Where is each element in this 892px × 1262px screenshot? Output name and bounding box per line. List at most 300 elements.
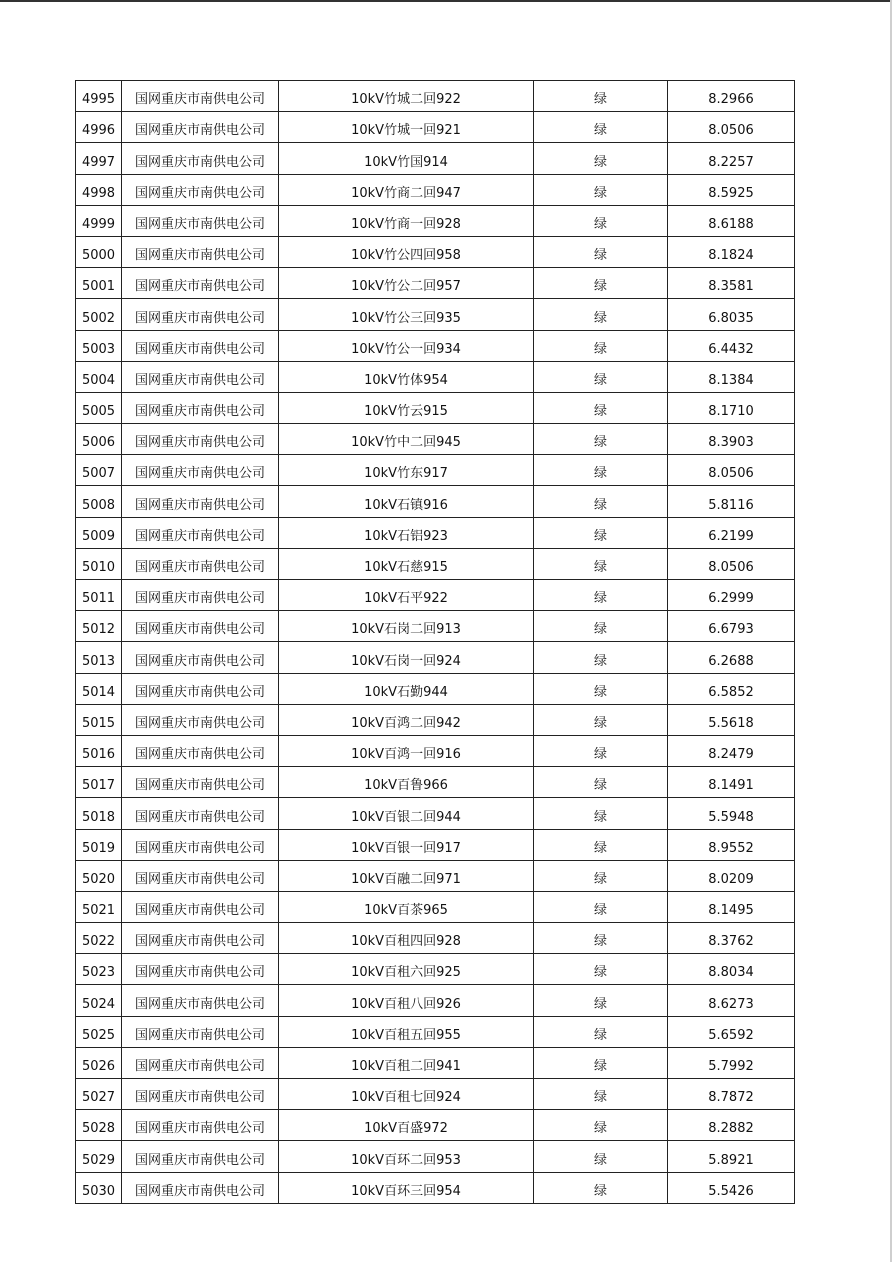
- feeder-name-cell: [279, 236, 534, 267]
- value-cell: [668, 767, 795, 798]
- row-number-text: 5023: [81, 965, 116, 981]
- value-text: 8.0506: [708, 466, 754, 482]
- status-color-text: 绿: [593, 185, 607, 201]
- company-text: 国网重庆市南供电公司: [134, 622, 265, 638]
- status-color-text: 绿: [593, 310, 607, 326]
- status-color-text: 绿: [593, 684, 607, 700]
- company-text: 国网重庆市南供电公司: [134, 653, 265, 669]
- table-row: [76, 985, 795, 1016]
- row-number-cell: [76, 642, 122, 673]
- feeder-name-text: 10kV百租七回924: [351, 1090, 461, 1106]
- status-color-cell: [534, 236, 668, 267]
- value-cell: [668, 486, 795, 517]
- value-text: 8.3762: [708, 934, 754, 950]
- status-color-cell: [534, 205, 668, 236]
- company-cell: [122, 205, 279, 236]
- table-row: [76, 205, 795, 236]
- feeder-name-text: 10kV石慈915: [364, 560, 448, 575]
- status-color-cell: [534, 361, 668, 392]
- row-number-text: 4996: [81, 123, 116, 139]
- feeder-name-text: 10kV百盛972: [364, 1121, 448, 1137]
- value-cell: [668, 580, 795, 611]
- status-color-text: 绿: [593, 965, 607, 981]
- company-text: 国网重庆市南供电公司: [134, 1121, 265, 1137]
- company-cell: [122, 891, 279, 922]
- value-cell: [668, 798, 795, 829]
- feeder-name-cell: [279, 860, 534, 891]
- company-cell: [122, 580, 279, 611]
- value-text: 8.1491: [708, 778, 754, 794]
- value-text: 8.2882: [708, 1121, 754, 1137]
- table-row: [76, 424, 795, 455]
- row-number-text: 5024: [81, 996, 116, 1012]
- row-number-text: 5018: [81, 809, 116, 825]
- status-color-text: 绿: [593, 1121, 607, 1137]
- company-cell: [122, 143, 279, 174]
- row-number-cell: [76, 798, 122, 829]
- status-color-text: 绿: [593, 279, 607, 295]
- status-color-text: 绿: [593, 404, 607, 420]
- status-color-text: 绿: [593, 497, 607, 513]
- feeder-name-cell: [279, 392, 534, 423]
- company-cell: [122, 860, 279, 891]
- company-cell: [122, 954, 279, 985]
- status-color-text: 绿: [593, 871, 607, 887]
- status-color-cell: [534, 517, 668, 548]
- feeder-name-cell: [279, 455, 534, 486]
- value-text: 5.5426: [708, 1183, 754, 1199]
- table-row: [76, 611, 795, 642]
- row-number-text: 5030: [81, 1183, 116, 1199]
- status-color-cell: [534, 798, 668, 829]
- row-number-cell: [76, 1016, 122, 1047]
- feeder-name-text: 10kV百租六回925: [351, 965, 461, 981]
- feeder-name-cell: [279, 174, 534, 205]
- company-text: 国网重庆市南供电公司: [134, 840, 265, 856]
- table-row: [76, 143, 795, 174]
- company-text: 国网重庆市南供电公司: [134, 216, 265, 232]
- value-text: 5.7992: [708, 1059, 754, 1074]
- status-color-cell: [534, 174, 668, 205]
- row-number-text: 5006: [81, 435, 116, 451]
- feeder-name-text: 10kV石勤944: [364, 684, 448, 700]
- row-number-text: 4995: [81, 92, 116, 108]
- table-row: [76, 1110, 795, 1141]
- company-text: 国网重庆市南供电公司: [134, 996, 265, 1012]
- feeder-name-text: 10kV石铝923: [364, 528, 448, 544]
- row-number-cell: [76, 143, 122, 174]
- status-color-text: 绿: [593, 154, 607, 170]
- status-color-cell: [534, 704, 668, 735]
- company-text: 国网重庆市南供电公司: [134, 154, 265, 170]
- value-cell: [668, 985, 795, 1016]
- table-row: [76, 299, 795, 330]
- value-text: 8.0209: [708, 871, 754, 887]
- status-color-cell: [534, 829, 668, 860]
- table-row: [76, 486, 795, 517]
- row-number-cell: [76, 673, 122, 704]
- value-text: 8.0506: [708, 560, 754, 575]
- feeder-name-cell: [279, 1110, 534, 1141]
- status-color-text: 绿: [593, 466, 607, 482]
- row-number-text: 5021: [81, 903, 116, 919]
- company-cell: [122, 112, 279, 143]
- table-row: [76, 174, 795, 205]
- status-color-cell: [534, 891, 668, 922]
- row-number-text: 5003: [81, 341, 116, 357]
- status-color-cell: [534, 767, 668, 798]
- value-cell: [668, 268, 795, 299]
- feeder-name-cell: [279, 330, 534, 361]
- row-number-cell: [76, 455, 122, 486]
- row-number-text: 5028: [81, 1121, 116, 1137]
- row-number-cell: [76, 361, 122, 392]
- feeder-name-cell: [279, 486, 534, 517]
- value-text: 8.2257: [708, 154, 754, 170]
- feeder-name-text: 10kV竹中二回945: [351, 435, 461, 451]
- company-cell: [122, 236, 279, 267]
- row-number-text: 5017: [81, 778, 116, 794]
- row-number-cell: [76, 954, 122, 985]
- feeder-name-cell: [279, 673, 534, 704]
- table-row: [76, 81, 795, 112]
- row-number-cell: [76, 486, 122, 517]
- status-color-cell: [534, 735, 668, 766]
- feeder-table: [75, 80, 795, 1204]
- value-text: 6.5852: [708, 684, 754, 700]
- company-text: 国网重庆市南供电公司: [134, 497, 265, 513]
- value-cell: [668, 673, 795, 704]
- table-row: [76, 392, 795, 423]
- row-number-text: 5027: [81, 1090, 116, 1106]
- company-text: 国网重庆市南供电公司: [134, 778, 265, 794]
- feeder-name-text: 10kV竹体954: [364, 372, 448, 388]
- status-color-text: 绿: [593, 216, 607, 232]
- feeder-name-cell: [279, 143, 534, 174]
- status-color-text: 绿: [593, 528, 607, 544]
- table-row: [76, 1172, 795, 1203]
- company-text: 国网重庆市南供电公司: [134, 185, 265, 201]
- status-color-cell: [534, 299, 668, 330]
- table-row: [76, 923, 795, 954]
- company-text: 国网重庆市南供电公司: [134, 279, 265, 295]
- feeder-name-cell: [279, 361, 534, 392]
- company-cell: [122, 299, 279, 330]
- row-number-text: 5014: [81, 684, 116, 700]
- status-color-text: 绿: [593, 903, 607, 919]
- value-cell: [668, 1141, 795, 1172]
- feeder-name-text: 10kV石平922: [364, 591, 448, 607]
- value-text: 8.3903: [708, 435, 754, 451]
- feeder-name-text: 10kV百银一回917: [351, 840, 461, 856]
- row-number-cell: [76, 735, 122, 766]
- table-row: [76, 1141, 795, 1172]
- row-number-text: 5009: [81, 528, 116, 544]
- company-cell: [122, 486, 279, 517]
- feeder-name-text: 10kV石岗二回913: [351, 622, 461, 638]
- value-cell: [668, 1172, 795, 1203]
- feeder-name-text: 10kV百鸿一回916: [351, 747, 461, 763]
- value-cell: [668, 174, 795, 205]
- status-color-text: 绿: [593, 778, 607, 794]
- status-color-cell: [534, 923, 668, 954]
- status-color-cell: [534, 1172, 668, 1203]
- status-color-text: 绿: [593, 1152, 607, 1168]
- row-number-cell: [76, 985, 122, 1016]
- row-number-cell: [76, 424, 122, 455]
- row-number-text: 5002: [81, 310, 116, 326]
- feeder-name-cell: [279, 1172, 534, 1203]
- feeder-name-cell: [279, 112, 534, 143]
- row-number-text: 5007: [81, 466, 116, 482]
- company-text: 国网重庆市南供电公司: [134, 248, 265, 264]
- company-text: 国网重庆市南供电公司: [134, 1027, 265, 1043]
- row-number-cell: [76, 767, 122, 798]
- row-number-text: 5022: [81, 934, 116, 950]
- feeder-name-text: 10kV竹城一回921: [351, 123, 461, 139]
- value-text: 6.2999: [708, 591, 754, 607]
- row-number-cell: [76, 704, 122, 735]
- table-row: [76, 642, 795, 673]
- value-cell: [668, 112, 795, 143]
- status-color-text: 绿: [593, 996, 607, 1012]
- value-text: 6.6793: [708, 622, 754, 638]
- row-number-text: 5005: [81, 404, 116, 420]
- feeder-name-cell: [279, 548, 534, 579]
- row-number-cell: [76, 205, 122, 236]
- value-cell: [668, 1110, 795, 1141]
- company-text: 国网重庆市南供电公司: [134, 934, 265, 950]
- status-color-text: 绿: [593, 653, 607, 669]
- company-cell: [122, 455, 279, 486]
- row-number-text: 5012: [81, 622, 116, 638]
- value-text: 8.9552: [708, 840, 754, 856]
- value-text: 6.4432: [708, 341, 754, 357]
- table-row: [76, 112, 795, 143]
- feeder-name-cell: [279, 985, 534, 1016]
- status-color-text: 绿: [593, 840, 607, 856]
- row-number-text: 5000: [81, 248, 116, 264]
- company-cell: [122, 1141, 279, 1172]
- table-row: [76, 361, 795, 392]
- status-color-text: 绿: [593, 248, 607, 264]
- company-text: 国网重庆市南供电公司: [134, 92, 265, 108]
- status-color-cell: [534, 392, 668, 423]
- value-text: 8.1384: [708, 372, 754, 388]
- status-color-text: 绿: [593, 591, 607, 607]
- feeder-name-text: 10kV百租二回941: [351, 1059, 461, 1074]
- feeder-name-cell: [279, 580, 534, 611]
- table-row: [76, 860, 795, 891]
- table-row: [76, 330, 795, 361]
- row-number-text: 5020: [81, 871, 116, 887]
- status-color-cell: [534, 611, 668, 642]
- feeder-name-text: 10kV百租四回928: [351, 934, 461, 950]
- row-number-cell: [76, 81, 122, 112]
- value-text: 8.0506: [708, 123, 754, 139]
- value-text: 5.5948: [708, 809, 754, 825]
- status-color-cell: [534, 455, 668, 486]
- status-color-cell: [534, 424, 668, 455]
- feeder-name-text: 10kV竹城二回922: [351, 92, 461, 108]
- value-text: 8.2479: [708, 747, 754, 763]
- status-color-cell: [534, 548, 668, 579]
- feeder-name-cell: [279, 81, 534, 112]
- feeder-name-text: 10kV百银二回944: [351, 809, 461, 825]
- status-color-cell: [534, 985, 668, 1016]
- company-text: 国网重庆市南供电公司: [134, 435, 265, 451]
- company-cell: [122, 1110, 279, 1141]
- row-number-cell: [76, 330, 122, 361]
- feeder-name-cell: [279, 891, 534, 922]
- row-number-text: 5026: [81, 1059, 116, 1074]
- row-number-text: 5025: [81, 1027, 116, 1043]
- status-color-cell: [534, 954, 668, 985]
- row-number-text: 5015: [81, 715, 116, 731]
- status-color-text: 绿: [593, 1090, 607, 1106]
- value-cell: [668, 236, 795, 267]
- row-number-cell: [76, 392, 122, 423]
- value-cell: [668, 361, 795, 392]
- feeder-name-cell: [279, 642, 534, 673]
- row-number-text: 5001: [81, 279, 116, 295]
- status-color-text: 绿: [593, 622, 607, 638]
- company-text: 国网重庆市南供电公司: [134, 1090, 265, 1106]
- value-text: 5.6592: [708, 1027, 754, 1043]
- company-cell: [122, 923, 279, 954]
- status-color-cell: [534, 642, 668, 673]
- value-text: 8.1824: [708, 248, 754, 264]
- value-text: 8.3581: [708, 279, 754, 295]
- status-color-text: 绿: [593, 435, 607, 451]
- feeder-table-body: [76, 81, 795, 1204]
- row-number-text: 5019: [81, 840, 116, 856]
- value-cell: [668, 81, 795, 112]
- status-color-text: 绿: [593, 934, 607, 950]
- value-cell: [668, 891, 795, 922]
- feeder-name-text: 10kV石镇916: [364, 497, 448, 513]
- row-number-cell: [76, 1141, 122, 1172]
- status-color-text: 绿: [593, 1183, 607, 1199]
- status-color-text: 绿: [593, 123, 607, 139]
- row-number-cell: [76, 860, 122, 891]
- value-cell: [668, 735, 795, 766]
- company-cell: [122, 81, 279, 112]
- feeder-name-cell: [279, 205, 534, 236]
- row-number-cell: [76, 112, 122, 143]
- table-row: [76, 268, 795, 299]
- company-text: 国网重庆市南供电公司: [134, 903, 265, 919]
- value-cell: [668, 1047, 795, 1078]
- feeder-name-text: 10kV竹公一回934: [351, 341, 461, 357]
- row-number-cell: [76, 1079, 122, 1110]
- value-cell: [668, 548, 795, 579]
- row-number-text: 5004: [81, 372, 116, 388]
- feeder-name-cell: [279, 268, 534, 299]
- feeder-name-text: 10kV百租五回955: [351, 1027, 461, 1043]
- company-cell: [122, 517, 279, 548]
- company-text: 国网重庆市南供电公司: [134, 965, 265, 981]
- status-color-cell: [534, 81, 668, 112]
- table-row: [76, 548, 795, 579]
- table-row: [76, 829, 795, 860]
- feeder-name-text: 10kV百租八回926: [351, 996, 461, 1012]
- company-text: 国网重庆市南供电公司: [134, 404, 265, 420]
- status-color-text: 绿: [593, 1027, 607, 1043]
- status-color-cell: [534, 112, 668, 143]
- company-text: 国网重庆市南供电公司: [134, 715, 265, 731]
- feeder-name-text: 10kV百融二回971: [351, 871, 461, 887]
- feeder-name-cell: [279, 517, 534, 548]
- row-number-cell: [76, 299, 122, 330]
- company-text: 国网重庆市南供电公司: [134, 809, 265, 825]
- company-text: 国网重庆市南供电公司: [134, 466, 265, 482]
- row-number-text: 5011: [81, 591, 116, 607]
- value-text: 5.8921: [708, 1152, 754, 1168]
- row-number-cell: [76, 1172, 122, 1203]
- row-number-cell: [76, 1110, 122, 1141]
- feeder-name-cell: [279, 299, 534, 330]
- value-text: 6.2688: [708, 653, 754, 669]
- value-cell: [668, 424, 795, 455]
- row-number-text: 4997: [81, 154, 116, 170]
- table-row: [76, 580, 795, 611]
- row-number-text: 5008: [81, 497, 116, 513]
- company-cell: [122, 330, 279, 361]
- table-row: [76, 1016, 795, 1047]
- status-color-cell: [534, 580, 668, 611]
- value-text: 8.1710: [708, 404, 754, 420]
- value-cell: [668, 205, 795, 236]
- value-cell: [668, 392, 795, 423]
- value-cell: [668, 704, 795, 735]
- value-text: 8.5925: [708, 185, 754, 201]
- table-row: [76, 1079, 795, 1110]
- row-number-cell: [76, 611, 122, 642]
- status-color-cell: [534, 143, 668, 174]
- row-number-cell: [76, 923, 122, 954]
- value-cell: [668, 611, 795, 642]
- feeder-name-cell: [279, 424, 534, 455]
- feeder-name-cell: [279, 829, 534, 860]
- feeder-name-cell: [279, 735, 534, 766]
- company-cell: [122, 642, 279, 673]
- row-number-text: 5010: [81, 560, 116, 575]
- value-cell: [668, 642, 795, 673]
- feeder-name-text: 10kV竹东917: [364, 466, 448, 482]
- company-cell: [122, 361, 279, 392]
- company-text: 国网重庆市南供电公司: [134, 684, 265, 700]
- feeder-name-cell: [279, 923, 534, 954]
- row-number-text: 5029: [81, 1152, 116, 1168]
- company-cell: [122, 1016, 279, 1047]
- company-text: 国网重庆市南供电公司: [134, 747, 265, 763]
- status-color-text: 绿: [593, 1059, 607, 1074]
- company-text: 国网重庆市南供电公司: [134, 1152, 265, 1168]
- feeder-name-cell: [279, 704, 534, 735]
- table-row: [76, 673, 795, 704]
- value-cell: [668, 1016, 795, 1047]
- company-cell: [122, 735, 279, 766]
- value-text: 8.8034: [708, 965, 754, 981]
- value-cell: [668, 923, 795, 954]
- value-cell: [668, 143, 795, 174]
- table-row: [76, 735, 795, 766]
- value-text: 5.8116: [708, 497, 754, 513]
- feeder-name-text: 10kV竹国914: [364, 154, 448, 170]
- feeder-name-text: 10kV百鸿二回942: [351, 715, 461, 731]
- row-number-cell: [76, 548, 122, 579]
